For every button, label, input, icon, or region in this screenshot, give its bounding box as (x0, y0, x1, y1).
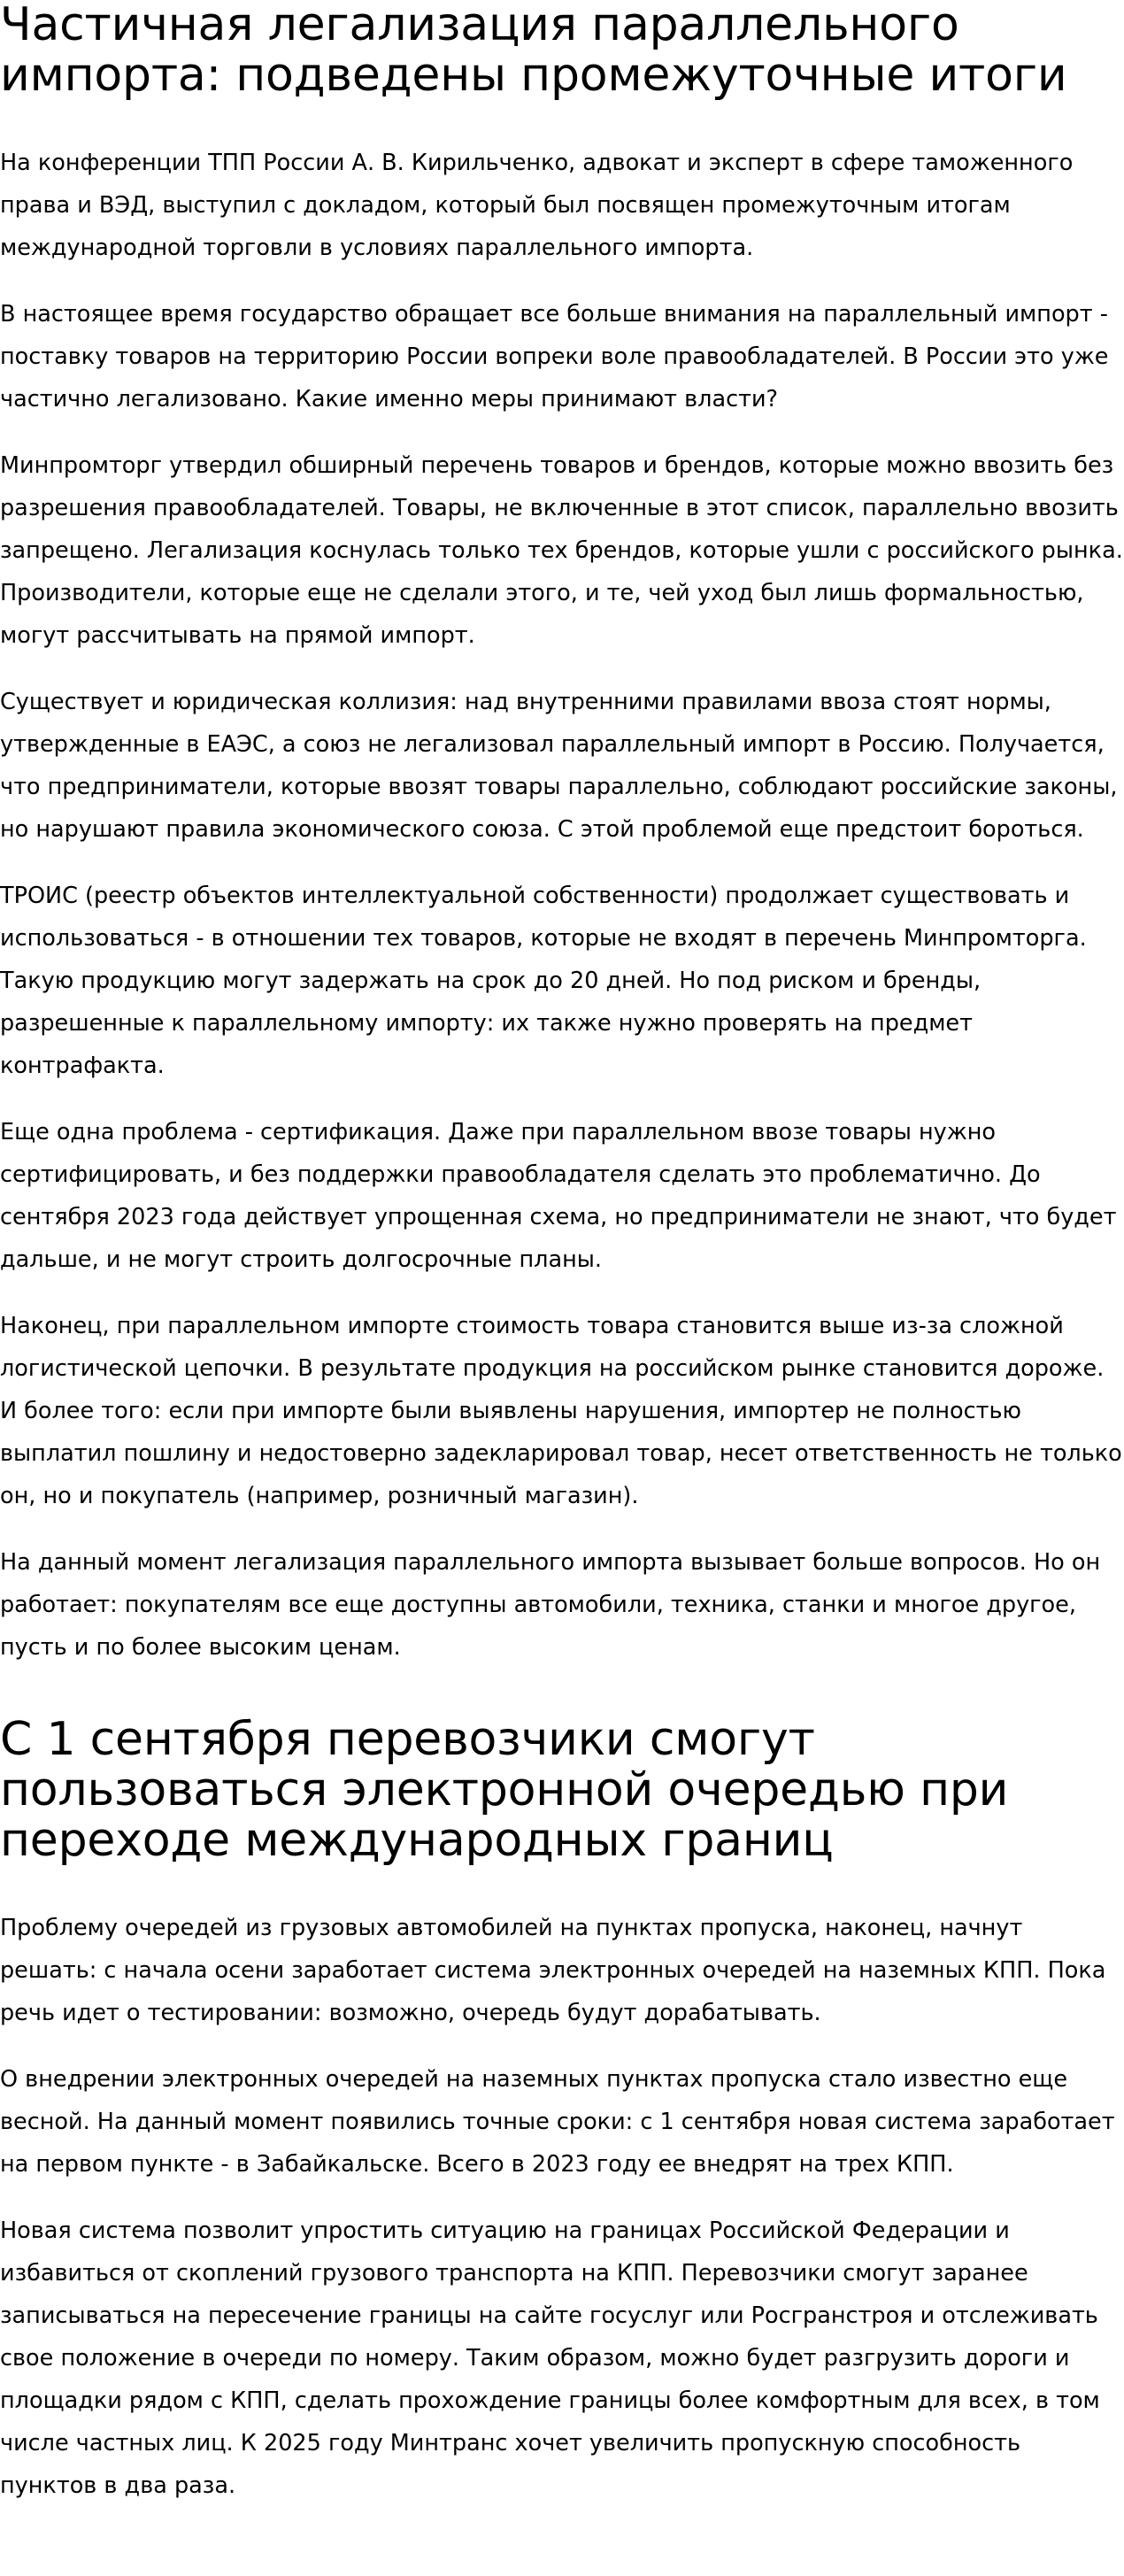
article-paragraph: Проблему очередей из грузовых автомобилей на пунктах пропуска, наконец, начнут решать: с начала осени заработает система электронных очередей на наземных КПП. Пока речь идет о тестировании: возможно, очередь будут дорабатывать. (0, 1915, 1106, 2026)
article-paragraph: На данный момент легализация параллельного импорта вызывает больше вопросов. Но он работает: покупателям все еще доступны автомобили, техника, станки и многое другое, пусть и по более высоким ценам. (0, 1549, 1101, 1661)
article-electronic-queue (0, 1715, 1124, 2507)
article-paragraph: Еще одна проблема - сертификация. Даже при параллельном ввозе товары нужно сертифицировать, и без поддержки правообладателя сделать это проблематично. До сентября 2023 года действует упрощенная схема, но предприниматели не знают, что будет дальше, и не могут строить долгосрочные планы. (0, 1119, 1117, 1273)
article-paragraph: На конференции ТПП России А. В. Кирильченко, адвокат и эксперт в сфере таможенного права и ВЭД, выступил с докладом, который был посвящен промежуточным итогам международной торговли в условиях параллельного импорта. (0, 150, 1074, 261)
article-title: С 1 сентября перевозчики смогут пользоваться электронной очередью при переходе международных границ (0, 1713, 1009, 1867)
article-paragraph: В настоящее время государство обращает все больше внимания на параллельный импорт - поставку товаров на территорию России вопреки воле правообладателей. В России это уже частично легализовано. Какие именно меры принимают власти? (0, 301, 1109, 413)
article-paragraph: Существует и юридическая коллизия: над внутренними правилами ввоза стоят нормы, утвержденные в ЕАЭС, а союз не легализовал параллельный импорт в Россию. Получается, что предприниматели, которые ввозят товары параллельно, соблюдают российские законы, но нарушают правила экономического союза. С этой проблемой еще предстоит бороться. (0, 689, 1118, 843)
article-paragraph: Минпромторг утвердил обширный перечень товаров и брендов, которые можно ввозить без разрешения правообладателей. Товары, не включенные в этот список, параллельно ввозить запрещено. Легализация коснулась только тех брендов, которые ушли с российского рынка. Производители, которые еще не сделали этого, и те, чей уход был лишь формальностью, могут рассчитывать на прямой импорт. (0, 452, 1123, 649)
article-title: Частичная легализация параллельного импорта: подведены промежуточные итоги (0, 0, 1067, 102)
article-paragraph: Наконец, при параллельном импорте стоимость товара становится выше из-за сложной логистической цепочки. В результате продукция на российском рынке становится дороже. И более того: если при импорте были выявлены нарушения, импортер не полностью выплатил пошлину и недостоверно задекларировал товар, несет ответственность не только он, но и покупатель (например, розничный магазин). (0, 1313, 1122, 1509)
article-paragraph: ТРОИС (реестр объектов интеллектуальной собственности) продолжает существовать и использоваться - в отношении тех товаров, которые не входят в перечень Минпромторга. Такую продукцию могут задержать на срок до 20 дней. Но под риском и бренды, разрешенные к параллельному импорту: их также нужно проверять на предмет контрафакта. (0, 883, 1087, 1079)
article-paragraph: О внедрении электронных очередей на наземных пунктах пропуска стало известно еще весной. На данный момент появились точные сроки: с 1 сентября новая система заработает на первом пункте - в Забайкальске. Всего в 2023 году ее внедрят на трех КПП. (0, 2066, 1115, 2178)
article-paragraph: Новая система позволит упростить ситуацию на границах Российской Федерации и избавиться от скоплений грузового транспорта на КПП. Перевозчики смогут заранее записываться на пересечение границы на сайте госуслуг или Росгранстроя и отслеживать свое положение в очереди по номеру. Таким образом, можно будет разгрузить дороги и площадки рядом с КПП, сделать прохождение границы более комфортным для всех, в том числе частных лиц. К 2025 году Минтранс хочет увеличить пропускную способность пунктов в два раза. (0, 2217, 1100, 2499)
